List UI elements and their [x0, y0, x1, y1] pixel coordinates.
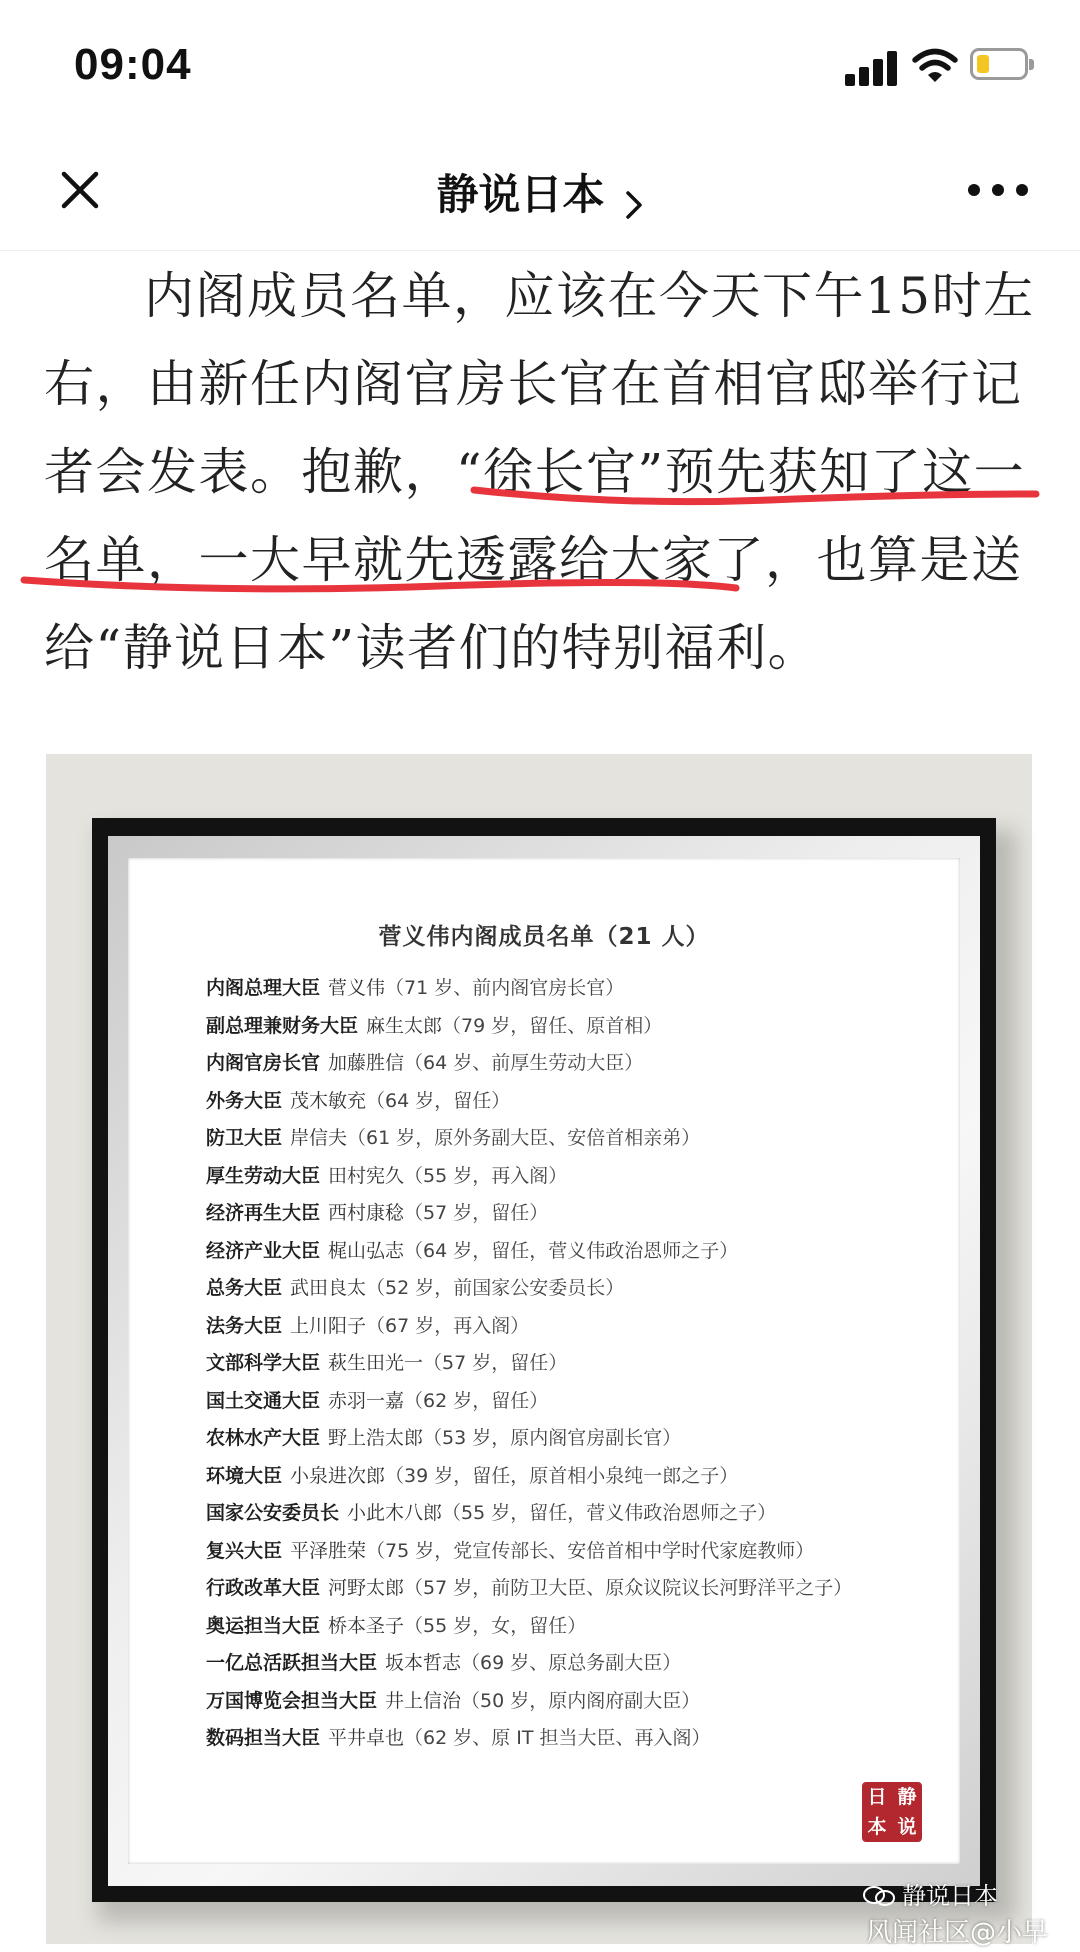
roster-name: 岸信夫: [290, 1127, 348, 1149]
roster-note: （57 岁，留任）: [404, 1202, 549, 1224]
chevron-right-icon: [624, 189, 644, 221]
roster-name: 平井卓也: [328, 1727, 405, 1749]
roster-note: （64 岁，留任，菅义伟政治恩师之子）: [404, 1239, 739, 1262]
roster-role: 农林水产大臣: [206, 1427, 321, 1449]
roster-row: [206, 1158, 946, 1196]
roster-role: 环境大臣: [206, 1464, 283, 1487]
list-title: 菅义伟内阁成员名单（21 人）: [378, 924, 710, 950]
roster-note: （55 岁，女，留任）: [404, 1614, 587, 1637]
roster-note: （75 岁，党宣传部长、安倍首相中学时代家庭教师）: [366, 1539, 815, 1562]
more-icon[interactable]: [968, 182, 1030, 198]
roster-row: [206, 1008, 946, 1046]
roster-role: 防卫大臣: [206, 1127, 283, 1149]
roster-row: [206, 1420, 946, 1458]
roster-row: [206, 1270, 946, 1308]
roster-name: 坂本哲志: [385, 1652, 462, 1674]
roster-role: 内阁总理大臣: [206, 977, 321, 999]
roster-note: （39 岁，留任，原首相小泉纯一郎之子）: [385, 1464, 739, 1487]
roster-row: [206, 1608, 946, 1646]
roster-note: （62 岁、原 IT 担当大臣、再入阁）: [404, 1727, 711, 1749]
roster-role: 万国博览会担当大臣: [206, 1689, 378, 1712]
nav-bar: [0, 130, 1080, 251]
article-body: [44, 252, 1044, 692]
battery-icon: [970, 48, 1028, 80]
roster-row: [206, 1720, 946, 1758]
roster-row: [206, 1533, 946, 1571]
roster-name: 野上浩太郎: [328, 1427, 424, 1449]
roster-row: [206, 1458, 946, 1496]
roster-name: 小此木八郎: [347, 1502, 443, 1524]
roster-row: [206, 1570, 946, 1608]
roster-note: （69 岁、原总务副大臣）: [461, 1652, 682, 1674]
roster-name: 武田良太: [290, 1277, 367, 1299]
roster-row: [206, 1683, 946, 1721]
roster-name: 赤羽一嘉: [328, 1389, 405, 1412]
roster-note: （64 岁、前厚生劳动大臣）: [404, 1052, 644, 1074]
roster-note: （52 岁，前国家公安委员长）: [366, 1277, 625, 1299]
roster-role: 经济再生大臣: [206, 1202, 321, 1224]
roster-row: [206, 1083, 946, 1121]
roster-name: 上川阳子: [290, 1314, 367, 1337]
roster-role: 数码担当大臣: [206, 1727, 321, 1749]
roster-note: （67 岁，再入阁）: [366, 1314, 530, 1337]
status-time: 09:04: [74, 40, 192, 89]
roster-role: 复兴大臣: [206, 1539, 283, 1562]
watermark-account: 静说日本: [902, 1882, 998, 1910]
roster-name: 井上信治: [385, 1689, 462, 1712]
roster-name: 茂木敏充: [290, 1089, 367, 1112]
roster-name: 加藤胜信: [328, 1052, 405, 1074]
roster-row: [206, 1045, 946, 1083]
article-paragraph: 内阁成员名单，应该在今天下午15时左右，由新任内阁官房长官在首相官邸举行记者会发表。抱歉，“徐长官”预先获知了这一名单，一大早就先透露给大家了，也算是送给“静说日本”读者们的特别福利。: [44, 267, 1035, 677]
roster-note: （50 岁，原内阁府副大臣）: [461, 1689, 701, 1712]
roster-row: [206, 970, 946, 1008]
roster-role: 国家公安委员长: [206, 1502, 340, 1524]
roster-note: （64 岁，留任）: [366, 1089, 511, 1112]
roster-row: [206, 1233, 946, 1271]
roster-row: [206, 1120, 946, 1158]
roster-name: 桥本圣子: [328, 1614, 405, 1637]
cabinet-list-sheet: [128, 858, 960, 1864]
highlight-underline: [470, 476, 1040, 516]
roster-role: 一亿总活跃担当大臣: [206, 1652, 378, 1674]
roster-note: （53 岁，原内阁官房副长官）: [423, 1427, 682, 1449]
nav-title[interactable]: 静说日本: [436, 170, 605, 219]
roster-note: （55 岁，再入阁）: [404, 1164, 568, 1187]
roster-row: [206, 1195, 946, 1233]
wechat-watermark: [862, 1876, 998, 1911]
roster-row: [206, 1495, 946, 1533]
roster-name: 萩生田光一: [328, 1352, 424, 1374]
signal-icon: [845, 50, 899, 86]
roster-name: 田村宪久: [328, 1164, 405, 1187]
roster-name: 小泉进次郎: [290, 1464, 386, 1487]
picture-frame: [92, 818, 996, 1902]
roster-role: 厚生劳动大臣: [206, 1164, 321, 1187]
roster-name: 西村康稔: [328, 1202, 405, 1224]
wifi-icon: [912, 46, 958, 86]
roster-role: 法务大臣: [206, 1314, 283, 1337]
roster-name: 平泽胜荣: [290, 1539, 367, 1562]
roster-role: 内阁官房长官: [206, 1052, 321, 1074]
roster-role: 总务大臣: [206, 1277, 283, 1299]
community-watermark: 风闻社区@小早: [866, 1918, 1049, 1948]
roster-note: （57 岁，前防卫大臣、原众议院议长河野洋平之子）: [404, 1577, 853, 1599]
roster-note: （71 岁、前内阁官房长官）: [385, 977, 625, 999]
account-link[interactable]: [0, 162, 1080, 222]
roster-name: 河野太郎: [328, 1577, 405, 1599]
roster-role: 奥运担当大臣: [206, 1614, 321, 1637]
roster-note: （61 岁，原外务副大臣、安倍首相亲弟）: [347, 1127, 701, 1149]
roster-note: （57 岁，留任）: [423, 1352, 568, 1374]
roster-role: 经济产业大臣: [206, 1239, 321, 1262]
status-bar: [0, 0, 1080, 130]
wechat-icon: [862, 1885, 896, 1907]
article-image[interactable]: [46, 754, 1032, 1944]
roster-name: 菅义伟: [328, 977, 386, 999]
roster-note: （55 岁，留任，菅义伟政治恩师之子）: [442, 1502, 777, 1524]
cabinet-roster: [206, 970, 946, 1758]
seal-stamp: 日 静 本 说: [862, 1782, 922, 1842]
roster-role: 文部科学大臣: [206, 1352, 321, 1374]
roster-note: （79 岁，留任、原首相）: [442, 1014, 663, 1037]
roster-note: （62 岁，留任）: [404, 1389, 549, 1412]
roster-role: 行政改革大臣: [206, 1577, 321, 1599]
roster-row: [206, 1345, 946, 1383]
highlight-underline: [20, 560, 740, 600]
roster-row: [206, 1645, 946, 1683]
battery-level: [977, 55, 989, 73]
roster-role: 国土交通大臣: [206, 1389, 321, 1412]
roster-row: [206, 1308, 946, 1346]
roster-role: 副总理兼财务大臣: [206, 1014, 359, 1037]
roster-name: 麻生太郎: [366, 1014, 443, 1037]
roster-row: [206, 1383, 946, 1421]
roster-name: 梶山弘志: [328, 1239, 405, 1262]
roster-role: 外务大臣: [206, 1089, 283, 1112]
